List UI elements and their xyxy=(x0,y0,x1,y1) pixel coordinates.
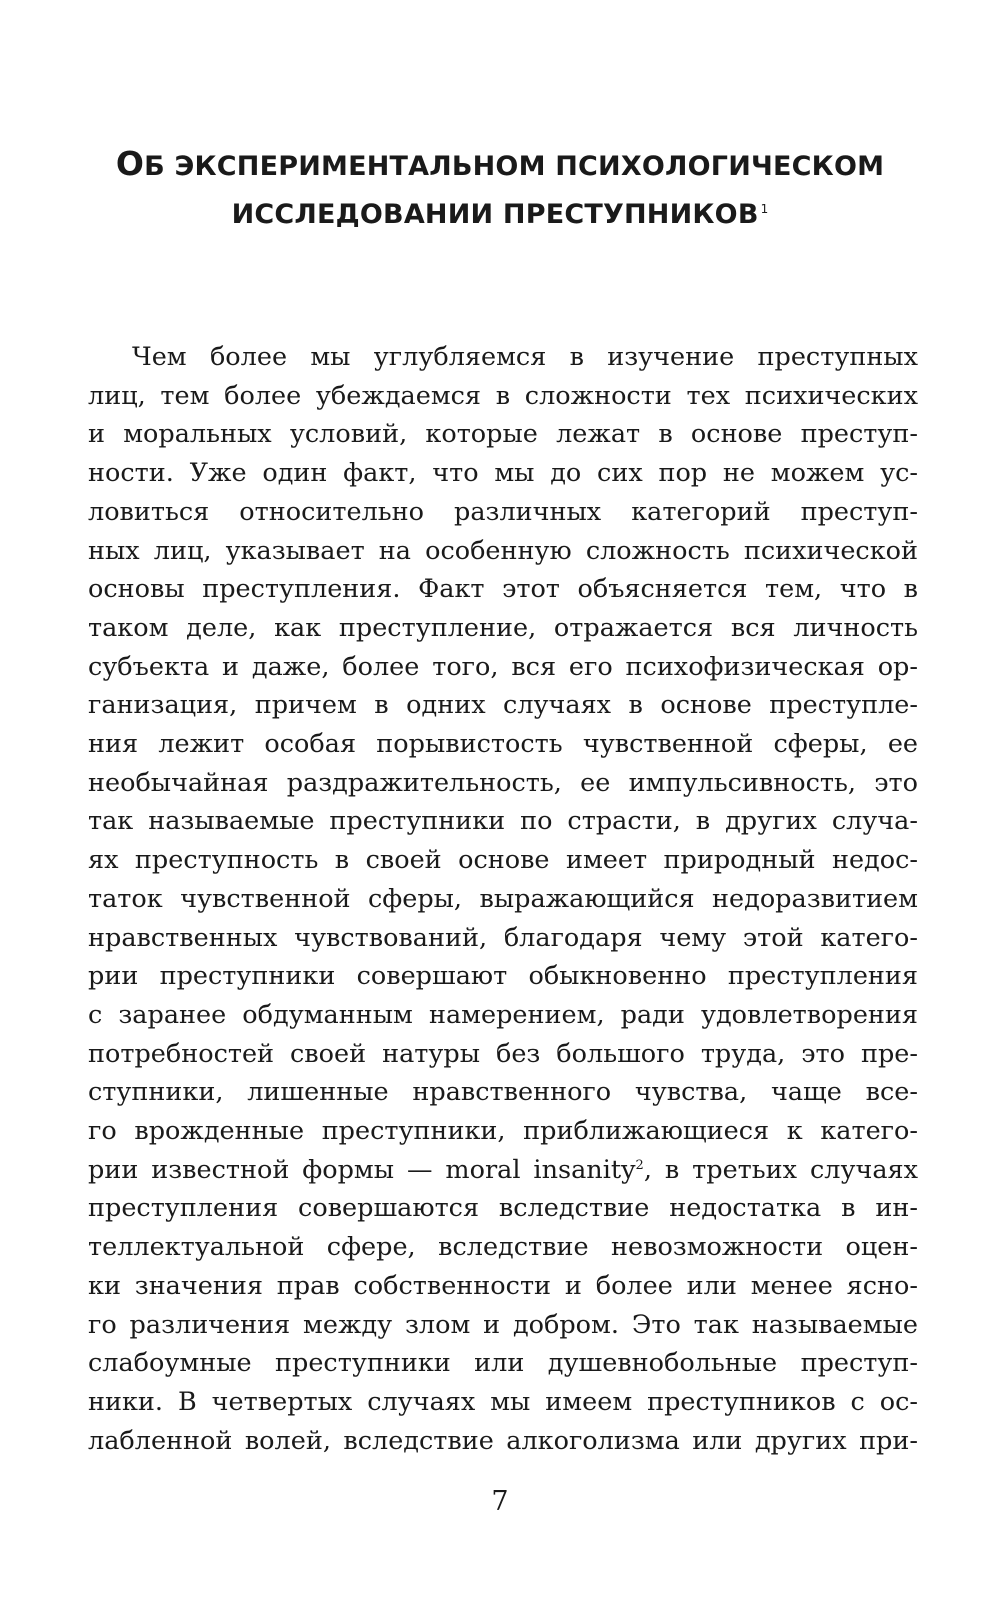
text-line-content: Чем более мы углубляемся в изучение преступных xyxy=(132,342,918,372)
text-line xyxy=(88,880,918,919)
text-line-content: таком деле, как преступление, отражается вся личность xyxy=(88,612,918,643)
chapter-title xyxy=(60,140,940,239)
text-line-content: потребностей своей натуры без большого труда, это пре- xyxy=(88,1038,918,1069)
text-line xyxy=(88,1306,918,1345)
text-line-content: таток чувственной сферы, выражающийся недоразвитием xyxy=(88,883,918,914)
text-line-content: лиц, тем более убеждаемся в сложности тех психических xyxy=(88,380,918,411)
text-line-content: ганизация, причем в одних случаях в основе преступле- xyxy=(88,690,918,721)
text-line-content: ных лиц, указывает на особенную сложность психической xyxy=(88,535,918,566)
text-line-content: ния лежит особая порывистость чувственной сферы, ее xyxy=(88,729,918,760)
footnote-mark: 2 xyxy=(635,1157,644,1173)
text-line xyxy=(88,1189,918,1228)
page-number: 7 xyxy=(491,1486,509,1517)
text-line xyxy=(88,996,918,1035)
text-line xyxy=(88,1422,918,1461)
title-footnote-mark: 1 xyxy=(760,202,769,216)
text-line xyxy=(88,802,918,841)
text-line xyxy=(88,1344,918,1383)
text-line xyxy=(88,1383,918,1422)
text-line-content: так называемые преступники по страсти, в других случа- xyxy=(88,806,918,837)
text-line xyxy=(88,338,918,377)
text-line-content: и моральных условий, которые лежат в основе преступ- xyxy=(88,419,918,450)
text-line xyxy=(88,1267,918,1306)
text-line-content: ловиться относительно различных категорий преступ- xyxy=(88,496,918,527)
text-line xyxy=(88,1035,918,1074)
text-line xyxy=(88,957,918,996)
text-line-content: нравственных чувствований, благодаря чему этой катего- xyxy=(88,922,918,953)
text-line-content: основы преступления. Факт этот объясняется тем, что в xyxy=(88,574,918,605)
text-line-content: лабленной волей, вследствие алкоголизма или других при- xyxy=(88,1425,918,1456)
title-line-1-text: Б ЭКСПЕРИМЕНТАЛЬНОМ ПСИХОЛОГИЧЕСКОМ xyxy=(144,151,885,182)
text-line xyxy=(88,570,918,609)
title-line-2-text: ИССЛЕДОВАНИИ ПРЕСТУПНИКОВ xyxy=(231,199,759,230)
text-line xyxy=(88,454,918,493)
text-line xyxy=(88,764,918,803)
text-line-content: рии известной формы — moral insanity xyxy=(88,1154,636,1185)
chapter-title-line-1 xyxy=(60,140,940,191)
text-line xyxy=(88,532,918,571)
text-line-content: го врожденные преступники, приближающиеся к катего- xyxy=(88,1116,918,1147)
text-line xyxy=(88,1151,918,1190)
text-line xyxy=(88,1112,918,1151)
text-line xyxy=(88,609,918,648)
text-line-content: преступления совершаются вследствие недостатка в ин- xyxy=(88,1193,918,1224)
text-line-content: теллектуальной сфере, вследствие невозможности оцен- xyxy=(88,1232,918,1263)
text-line-content: ступники, лишенные нравственного чувства, чаще все- xyxy=(88,1077,918,1108)
text-line xyxy=(88,841,918,880)
text-line xyxy=(88,725,918,764)
text-line xyxy=(88,1073,918,1112)
text-line-content: субъекта и даже, более того, вся его психофизическая ор- xyxy=(88,651,918,682)
text-line-content: ях преступность в своей основе имеет природный недос- xyxy=(88,845,918,876)
text-line-content: ности. Уже один факт, что мы до сих пор не можем ус- xyxy=(88,458,918,489)
chapter-title-line-2 xyxy=(60,191,940,239)
text-line xyxy=(88,648,918,687)
title-initial-cap: О xyxy=(115,144,145,183)
text-line xyxy=(88,1228,918,1267)
text-line-content: рии преступники совершают обыкновенно преступления xyxy=(88,961,918,992)
text-line-content: го различения между злом и добром. Это так называемые xyxy=(88,1309,918,1340)
text-line-content: слабоумные преступники или душевнобольные преступ- xyxy=(88,1348,918,1379)
text-line xyxy=(88,415,918,454)
text-line xyxy=(88,377,918,416)
text-line xyxy=(88,919,918,958)
text-line-continuation: , в третьих случаях xyxy=(643,1154,919,1185)
text-line-content: ки значения прав собственности и более или менее ясно- xyxy=(88,1270,918,1301)
body-text xyxy=(88,338,918,1460)
text-line-content: с заранее обдуманным намерением, ради удовлетворения xyxy=(88,999,918,1030)
text-line xyxy=(88,493,918,532)
text-line xyxy=(88,686,918,725)
text-line-content: необычайная раздражительность, ее импульсивность, это xyxy=(88,767,918,798)
text-line-content: ники. В четвертых случаях мы имеем преступников с ос- xyxy=(88,1386,918,1417)
